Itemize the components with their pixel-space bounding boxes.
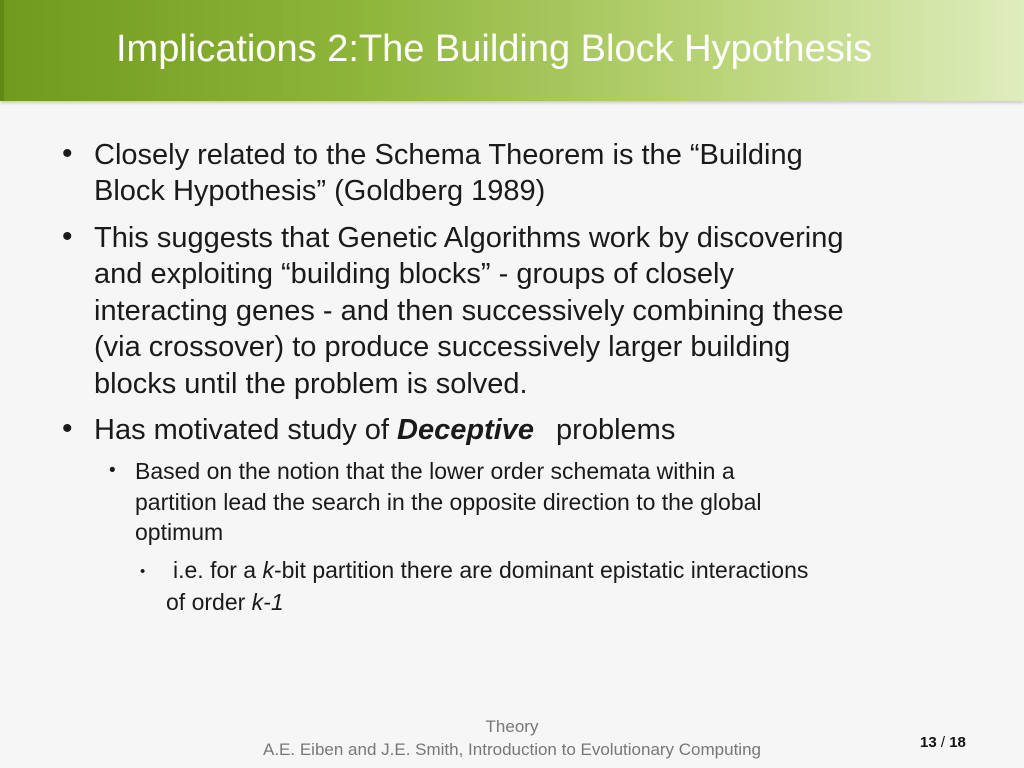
k-variable: k [262,557,274,583]
bullet-marker: • [62,412,73,445]
bullet-2-line-2: and exploiting “building blocks” - groups of closely [94,258,734,290]
sub-sub-bullet-marker: • [140,563,146,580]
sub-bullet-line-2: partition lead the search in the opposite direction to the global [135,489,762,515]
bullet-3-suffix: problems [556,414,676,446]
sub-sub-line2-prefix: of order [166,589,252,615]
sub-bullet-line-1: Based on the notion that the lower order schemata within a [135,458,735,484]
deceptive-emphasis: Deceptive [397,414,535,446]
bullet-marker: • [62,137,73,170]
sub-sub-prefix: i.e. for a [173,557,263,583]
bullet-2-line-4: (via crossover) to produce successively larger building [94,331,791,363]
page-separator: / [936,734,950,751]
k-minus-1: k-1 [251,589,284,615]
sub-sub-bullet-line-1 [173,557,808,584]
footer-credit: A.E. Eiben and J.E. Smith, Introduction to Evolutionary Computing [263,740,761,759]
bullet-3-line [94,414,675,447]
sub-sub-bullet-line-2 [166,589,284,616]
sub-sub-rest: -bit partition there are dominant epistatic interactions [273,557,809,583]
page-number [920,734,966,751]
sub-bullet-line-3: optimum [135,519,224,545]
sub-bullet-marker: • [109,460,116,481]
bullet-2-line-3: interacting genes - and then successively combining these [94,295,844,327]
bullet-1-line-1: Closely related to the Schema Theorem is the “Building [94,139,803,171]
page-current: 13 [920,734,937,751]
bullet-3-prefix: Has motivated study of [94,414,398,446]
slide-title: Implications 2:The Building Block Hypothesis [116,28,873,70]
bullet-2-line-1: This suggests that Genetic Algorithms work by discovering [94,222,844,254]
page-total: 18 [949,734,966,751]
bullet-2-line-5: blocks until the problem is solved. [94,368,528,400]
footer-topic: Theory [485,717,539,736]
bullet-1-line-2: Block Hypothesis” (Goldberg 1989) [94,175,546,207]
bullet-marker: • [62,220,73,253]
